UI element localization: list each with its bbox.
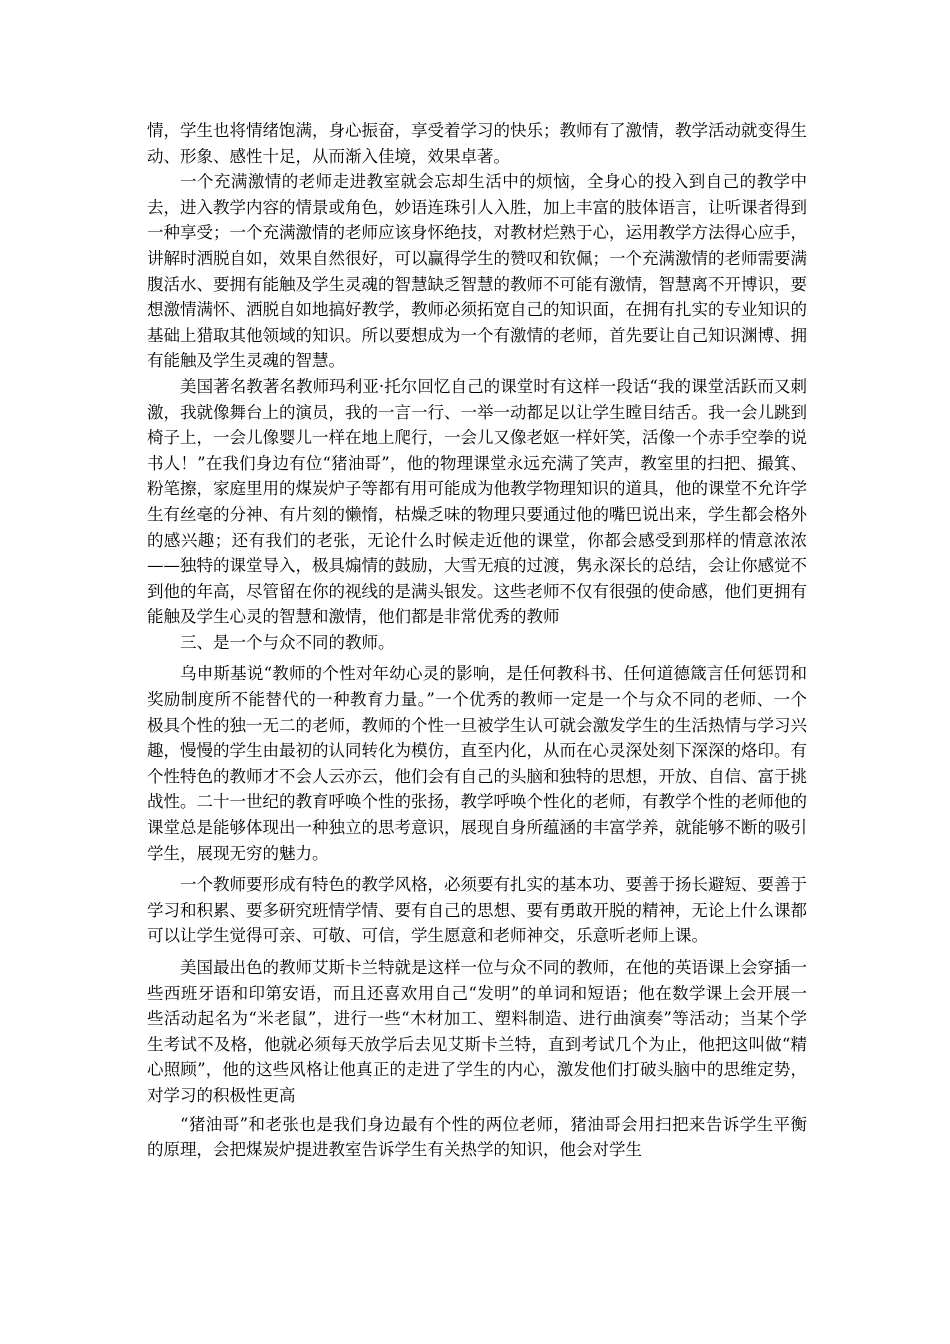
- section-heading-3: 三、是一个与众不同的教师。: [180, 632, 395, 652]
- document-page: [147, 118, 807, 1163]
- paragraph-4: 乌申斯基说“教师的个性对年幼心灵的影响，是任何教科书、任何道德箴言任何惩罚和奖励制度所不能替代的一种教育力量。”一个优秀的教师一定是一个与众不同的老师、一个极具个性的独一无二的老师，教师的个性一旦被学生认可就会激发学生的生活热情与学习兴趣，慢慢的学生由最初的认同转化为模仿，直至内化，从而在心灵深处刻下深深的烙印。有个性特色的教师才不会人云亦云，他们会有自己的头脑和独特的思想，开放、自信、富于挑战性。二十一世纪的教育呼唤个性的张扬，教学呼唤个性化的老师，有教学个性的老师他的课堂总是能够体现出一种独立的思考意识，展现自身所蕴涵的丰富学养，就能够不断的吸引学生，展现无穷的魅力。: [147, 664, 807, 863]
- paragraph-2: 一个充满激情的老师走进教室就会忘却生活中的烦恼，全身心的投入到自己的教学中去，进入教学内容的情景或角色，妙语连珠引人入胜，加上丰富的肢体语言，让听课者得到一种享受；一个充满激情的老师应该身怀绝技，对教材烂熟于心，运用教学方法得心应手，讲解时洒脱自如，效果自然很好，可以赢得学生的赞叹和钦佩；一个充满激情的老师需要满腹活水、要拥有能触及学生灵魂的智慧缺乏智慧的教师不可能有激情，智慧离不开博识，要想激情满怀、洒脱自如地搞好教学，教师必须拓宽自己的知识面，在拥有扎实的专业知识的基础上猎取其他领域的知识。所以要想成为一个有激情的老师，首先要让自己知识渊博、拥有能触及学生灵魂的智慧。: [147, 172, 807, 371]
- paragraph-6: 美国最出色的教师艾斯卡兰特就是这样一位与众不同的教师，在他的英语课上会穿插一些西班牙语和印第安语，而且还喜欢用自己“发明”的单词和短语；他在数学课上会开展一些活动起名为“米老鼠”，进行一些“木材加工、塑料制造、进行曲演奏”等活动；当某个学生考试不及格，他就必须每天放学后去见艾斯卡兰特，直到考试几个为止，他把这叫做“精心照顾”，他的这些风格让他真正的走进了学生的内心，激发他们打破头脑中的思维定势，对学习的积极性更高: [147, 958, 807, 1105]
- paragraph-1: 情，学生也将情绪饱满，身心振奋，享受着学习的快乐；教师有了激情，教学活动就变得生动、形象、感性十足，从而渐入佳境，效果卓著。: [147, 121, 807, 166]
- paragraph-3: 美国著名教著名教师玛利亚·托尔回忆自己的课堂时有这样一段话“我的课堂活跃而又刺激，我就像舞台上的演员，我的一言一行、一举一动都足以让学生瞠目结舌。我一会儿跳到椅子上，一会儿像婴儿一样在地上爬行，一会儿又像老妪一样奸笑，活像一个赤手空拳的说书人！”在我们身边有位“猪油哥”，他的物理课堂永远充满了笑声，教室里的扫把、撮箕、粉笔擦，家庭里用的煤炭炉子等都有用可能成为他教学物理知识的道具，他的课堂不允许学生有丝毫的分神、有片刻的懒惰，枯燥乏味的物理只要通过他的嘴巴说出来，学生都会格外的感兴趣；还有我们的老张，无论什么时候走近他的课堂，你都会感受到那样的情意浓浓——独特的课堂导入，极具煽情的鼓励，大雪无痕的过渡，隽永深长的总结，会让你感觉不到他的年高，尽管留在你的视线的是满头银发。这些老师不仅有很强的使命感，他们更拥有能触及学生心灵的智慧和激情，他们都是非常优秀的教师: [147, 376, 807, 627]
- paragraph-7: “猪油哥”和老张也是我们身边最有个性的两位老师，猪油哥会用扫把来告诉学生平衡的原理，会把煤炭炉提进教室告诉学生有关热学的知识，他会对学生: [147, 1114, 807, 1160]
- paragraph-5: 一个教师要形成有特色的教学风格，必须要有扎实的基本功、要善于扬长避短、要善于学习和积累、要多研究班情学情、要有自己的思想、要有勇敢开脱的精神，无论上什么课都可以让学生觉得可亲、可敬、可信，学生愿意和老师神交，乐意听老师上课。: [147, 875, 807, 946]
